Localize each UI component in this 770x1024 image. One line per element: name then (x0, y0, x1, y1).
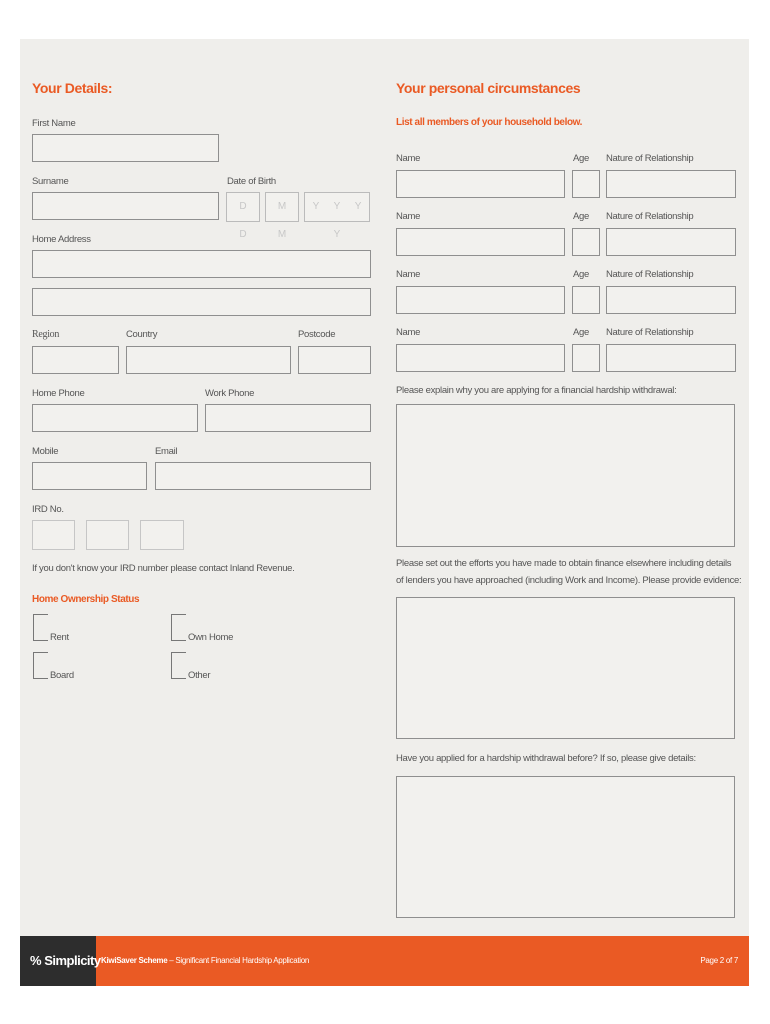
mobile-field[interactable] (32, 462, 147, 490)
household-relationship-field[interactable] (606, 170, 736, 198)
household-relationship-field[interactable] (606, 286, 736, 314)
household-relationship-label: Nature of Relationship (606, 153, 694, 164)
efforts-textarea[interactable] (396, 597, 735, 739)
work-phone-field[interactable] (205, 404, 371, 432)
explain-textarea[interactable] (396, 404, 735, 547)
household-name-field[interactable] (396, 344, 565, 372)
percent-logo-icon: % (30, 953, 42, 968)
household-subheading: List all members of your household below. (396, 117, 583, 128)
household-age-label: Age (573, 327, 590, 338)
own-home-label: Own Home (188, 632, 234, 643)
household-name-label: Name (396, 327, 421, 338)
footer-scheme-title (101, 956, 309, 965)
household-name-field[interactable] (396, 286, 565, 314)
household-name-field[interactable] (396, 170, 565, 198)
rent-label: Rent (50, 632, 69, 643)
explain-label: Please explain why you are applying for a financial hardship withdrawal: (396, 385, 677, 396)
logo-block (20, 936, 101, 986)
rent-checkbox[interactable] (33, 614, 48, 641)
household-age-label: Age (573, 211, 590, 222)
first-name-field[interactable] (32, 134, 219, 162)
dob-label: Date of Birth (227, 176, 276, 187)
previous-hardship-textarea[interactable] (396, 776, 735, 918)
surname-label: Surname (32, 176, 69, 187)
footer-scheme-bold: KiwiSaver Scheme (101, 956, 168, 965)
household-name-field[interactable] (396, 228, 565, 256)
work-phone-label: Work Phone (205, 388, 255, 399)
email-field[interactable] (155, 462, 371, 490)
region-field[interactable] (32, 346, 119, 374)
own-home-checkbox[interactable] (171, 614, 186, 641)
ird-note: If you don't know your IRD number please contact Inland Revenue. (32, 563, 295, 574)
household-name-label: Name (396, 269, 421, 280)
email-label: Email (155, 446, 178, 457)
household-age-field[interactable] (572, 170, 600, 198)
household-relationship-label: Nature of Relationship (606, 211, 694, 222)
household-age-field[interactable] (572, 344, 600, 372)
household-relationship-label: Nature of Relationship (606, 269, 694, 280)
home-address-line2-field[interactable] (32, 288, 371, 316)
ird-field-1[interactable] (32, 520, 75, 550)
household-age-field[interactable] (572, 286, 600, 314)
household-age-label: Age (573, 153, 590, 164)
household-age-field[interactable] (572, 228, 600, 256)
efforts-label-line2: of lenders you have approached (including Work and Income). Please provide evidence: (396, 575, 742, 586)
page-number: Page 2 of 7 (700, 956, 738, 965)
dob-year-field[interactable]: Y Y Y Y (304, 192, 370, 222)
personal-circumstances-heading: Your personal circumstances (396, 80, 581, 96)
household-relationship-label: Nature of Relationship (606, 327, 694, 338)
home-phone-label: Home Phone (32, 388, 85, 399)
postcode-field[interactable] (298, 346, 371, 374)
dob-day-field[interactable]: D D (226, 192, 260, 222)
ird-label: IRD No. (32, 504, 64, 515)
surname-field[interactable] (32, 192, 219, 220)
board-label: Board (50, 670, 74, 681)
ird-field-3[interactable] (140, 520, 184, 550)
country-field[interactable] (126, 346, 291, 374)
other-label: Other (188, 670, 211, 681)
other-checkbox[interactable] (171, 652, 186, 679)
first-name-label: First Name (32, 118, 76, 129)
country-label: Country (126, 329, 158, 340)
board-checkbox[interactable] (33, 652, 48, 679)
previous-hardship-label: Have you applied for a hardship withdrawal before? If so, please give details: (396, 753, 696, 764)
efforts-label-line1: Please set out the efforts you have made to obtain finance elsewhere including details (396, 558, 732, 569)
home-address-line1-field[interactable] (32, 250, 371, 278)
home-phone-field[interactable] (32, 404, 198, 432)
home-ownership-heading: Home Ownership Status (32, 594, 140, 605)
household-relationship-field[interactable] (606, 344, 736, 372)
region-label: Region (32, 329, 60, 340)
household-age-label: Age (573, 269, 590, 280)
ird-field-2[interactable] (86, 520, 129, 550)
simplicity-logo (30, 953, 101, 968)
postcode-label: Postcode (298, 329, 336, 340)
mobile-label: Mobile (32, 446, 59, 457)
household-name-label: Name (396, 153, 421, 164)
home-address-label: Home Address (32, 234, 91, 245)
dob-month-field[interactable]: M M (265, 192, 299, 222)
household-relationship-field[interactable] (606, 228, 736, 256)
your-details-heading: Your Details: (32, 80, 113, 96)
footer-scheme-rest: – Significant Financial Hardship Application (167, 956, 310, 965)
household-name-label: Name (396, 211, 421, 222)
footer-bar (20, 936, 749, 986)
logo-text: Simplicity (44, 953, 101, 968)
